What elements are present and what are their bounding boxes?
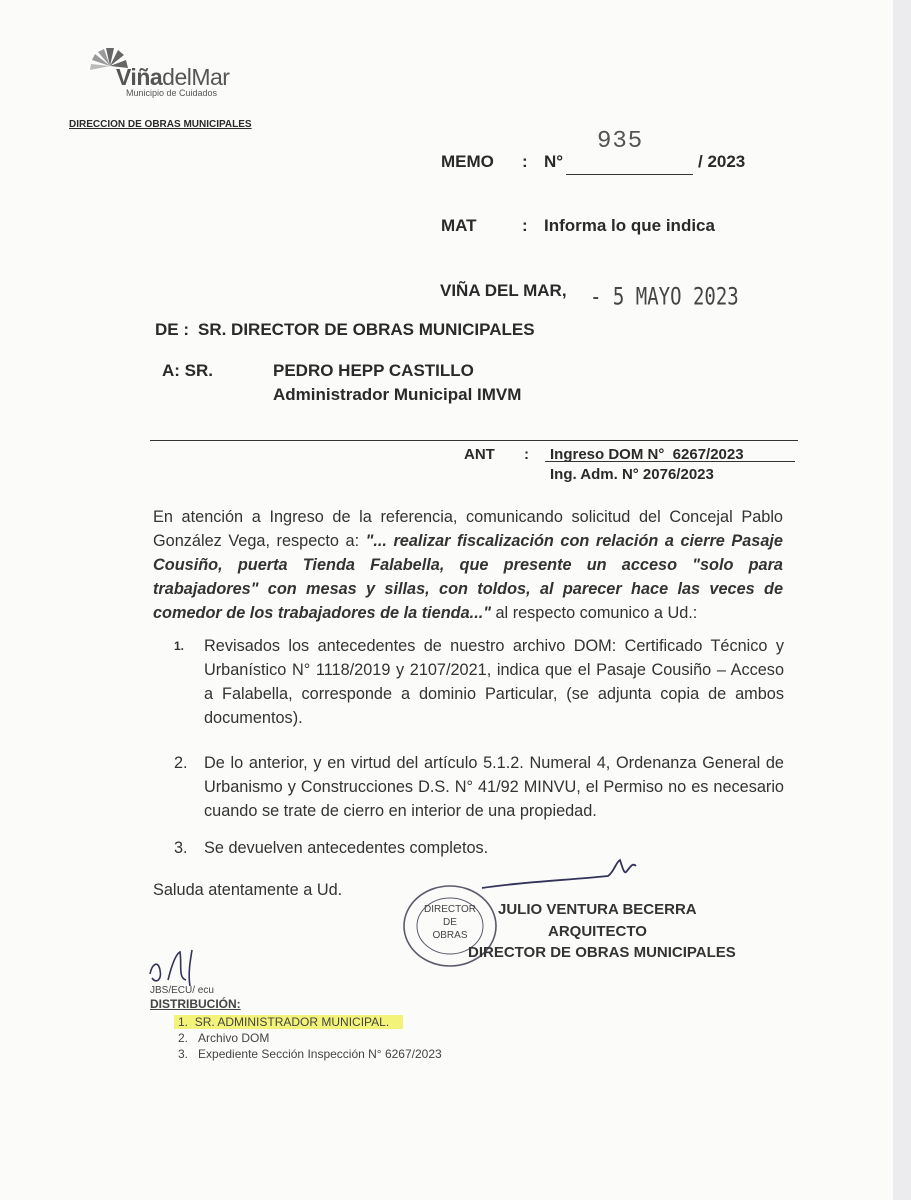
signatory-title: DIRECTOR DE OBRAS MUNICIPALES [468, 944, 736, 961]
department-heading: DIRECCION DE OBRAS MUNICIPALES [69, 119, 252, 130]
memo-label: MEMO [441, 152, 494, 171]
stamp-text-obras: OBRAS [432, 930, 468, 941]
memo-number-line [566, 174, 693, 175]
distribution-item: 2. Archivo DOM [178, 1031, 270, 1045]
signature-scribble [480, 852, 640, 902]
signatory-name: JULIO VENTURA BECERRA [498, 901, 697, 918]
a-label: A: SR. [162, 361, 213, 380]
distribution-heading: DISTRIBUCIÓN: [150, 997, 241, 1011]
ant-line-1: Ingreso DOM N° 6267/2023 [550, 446, 744, 463]
ant-underline [545, 461, 795, 462]
logo-subtitle: Municipio de Cuidados [126, 88, 218, 98]
memo-colon: : [522, 152, 528, 171]
signatory-role: ARQUITECTO [548, 923, 647, 940]
ant-colon: : [524, 446, 529, 463]
list-item: 1. Revisados los antecedentes de nuestro archivo DOM: Certificado Técnico y Urbanístico N° 1118/2019 y 2107/2021, indica que el Pasaje Cousiño – Acceso a Falabella, corresponde a dominio Particular, (se adjunta copia de ambos documentos). [174, 637, 784, 727]
ant-label: ANT [464, 446, 495, 463]
mat-text: Informa lo que indica [544, 216, 715, 235]
initials-scribble [142, 944, 212, 990]
separator-line [150, 440, 798, 441]
list-item: 3. Se devuelven antecedentes completos. [174, 839, 489, 857]
ant-line-2: Ing. Adm. N° 2076/2023 [550, 466, 714, 483]
place-label: VIÑA DEL MAR, [440, 281, 567, 300]
page-edge [893, 0, 911, 1200]
distribution-item: 3. Expediente Sección Inspección N° 6267/2023 [178, 1047, 442, 1061]
date-stamp: - 5 MAYO 2023 [590, 283, 739, 311]
intro-paragraph: En atención a Ingreso de la referencia, comunicando solicitud del Concejal Pablo González Vega, respecto a: "... realizar fiscalización con relación a cierre Pasaje Cousiño, puerta Tienda Falabella, que presente un acceso "solo para trabajadores" con mesas y sillas, con toldos, al parecer hace las veces de comedor de los trabajadores de la tienda..." al respecto comunico a Ud.: [153, 508, 783, 622]
memo-number: 935 [597, 128, 644, 155]
distribution-item: 1. SR. ADMINISTRADOR MUNICIPAL. [174, 1015, 403, 1029]
closing-line: Saluda atentamente a Ud. [153, 881, 343, 899]
stamp-text-de: DE [443, 917, 457, 928]
list-item: 2. De lo anterior, y en virtud del artículo 5.1.2. Numeral 4, Ordenanza General de Urbanismo y Construcciones D.S. N° 41/92 MINVU, el Permiso no es necesario cuando se trate de cierro en interior de una propiedad. [174, 754, 784, 820]
recipient-title: Administrador Municipal IMVM [273, 385, 522, 404]
stamp-text-director: DIRECTOR [423, 904, 477, 915]
mat-colon: : [522, 216, 528, 235]
recipient-name: PEDRO HEPP CASTILLO [273, 361, 474, 380]
memo-no-label: N° [544, 152, 564, 171]
de-text: SR. DIRECTOR DE OBRAS MUNICIPALES [198, 320, 535, 339]
mat-label: MAT [441, 216, 477, 235]
de-label: DE : [155, 320, 189, 339]
quoted-request: "... realizar fiscalización con relación a cierre Pasaje Cousiño, puerta Tienda Falabella, que presente un acceso "solo para trabajadores" con mesas y sillas, con toldos, al parecer hace las veces de comedor de los trabajadores de la tienda..." [153, 532, 783, 622]
memo-year: / 2023 [698, 152, 746, 171]
initials-reference: JBS/ECU/ ecu [150, 985, 214, 996]
logo-wordmark: ViñadelMar [116, 64, 230, 90]
